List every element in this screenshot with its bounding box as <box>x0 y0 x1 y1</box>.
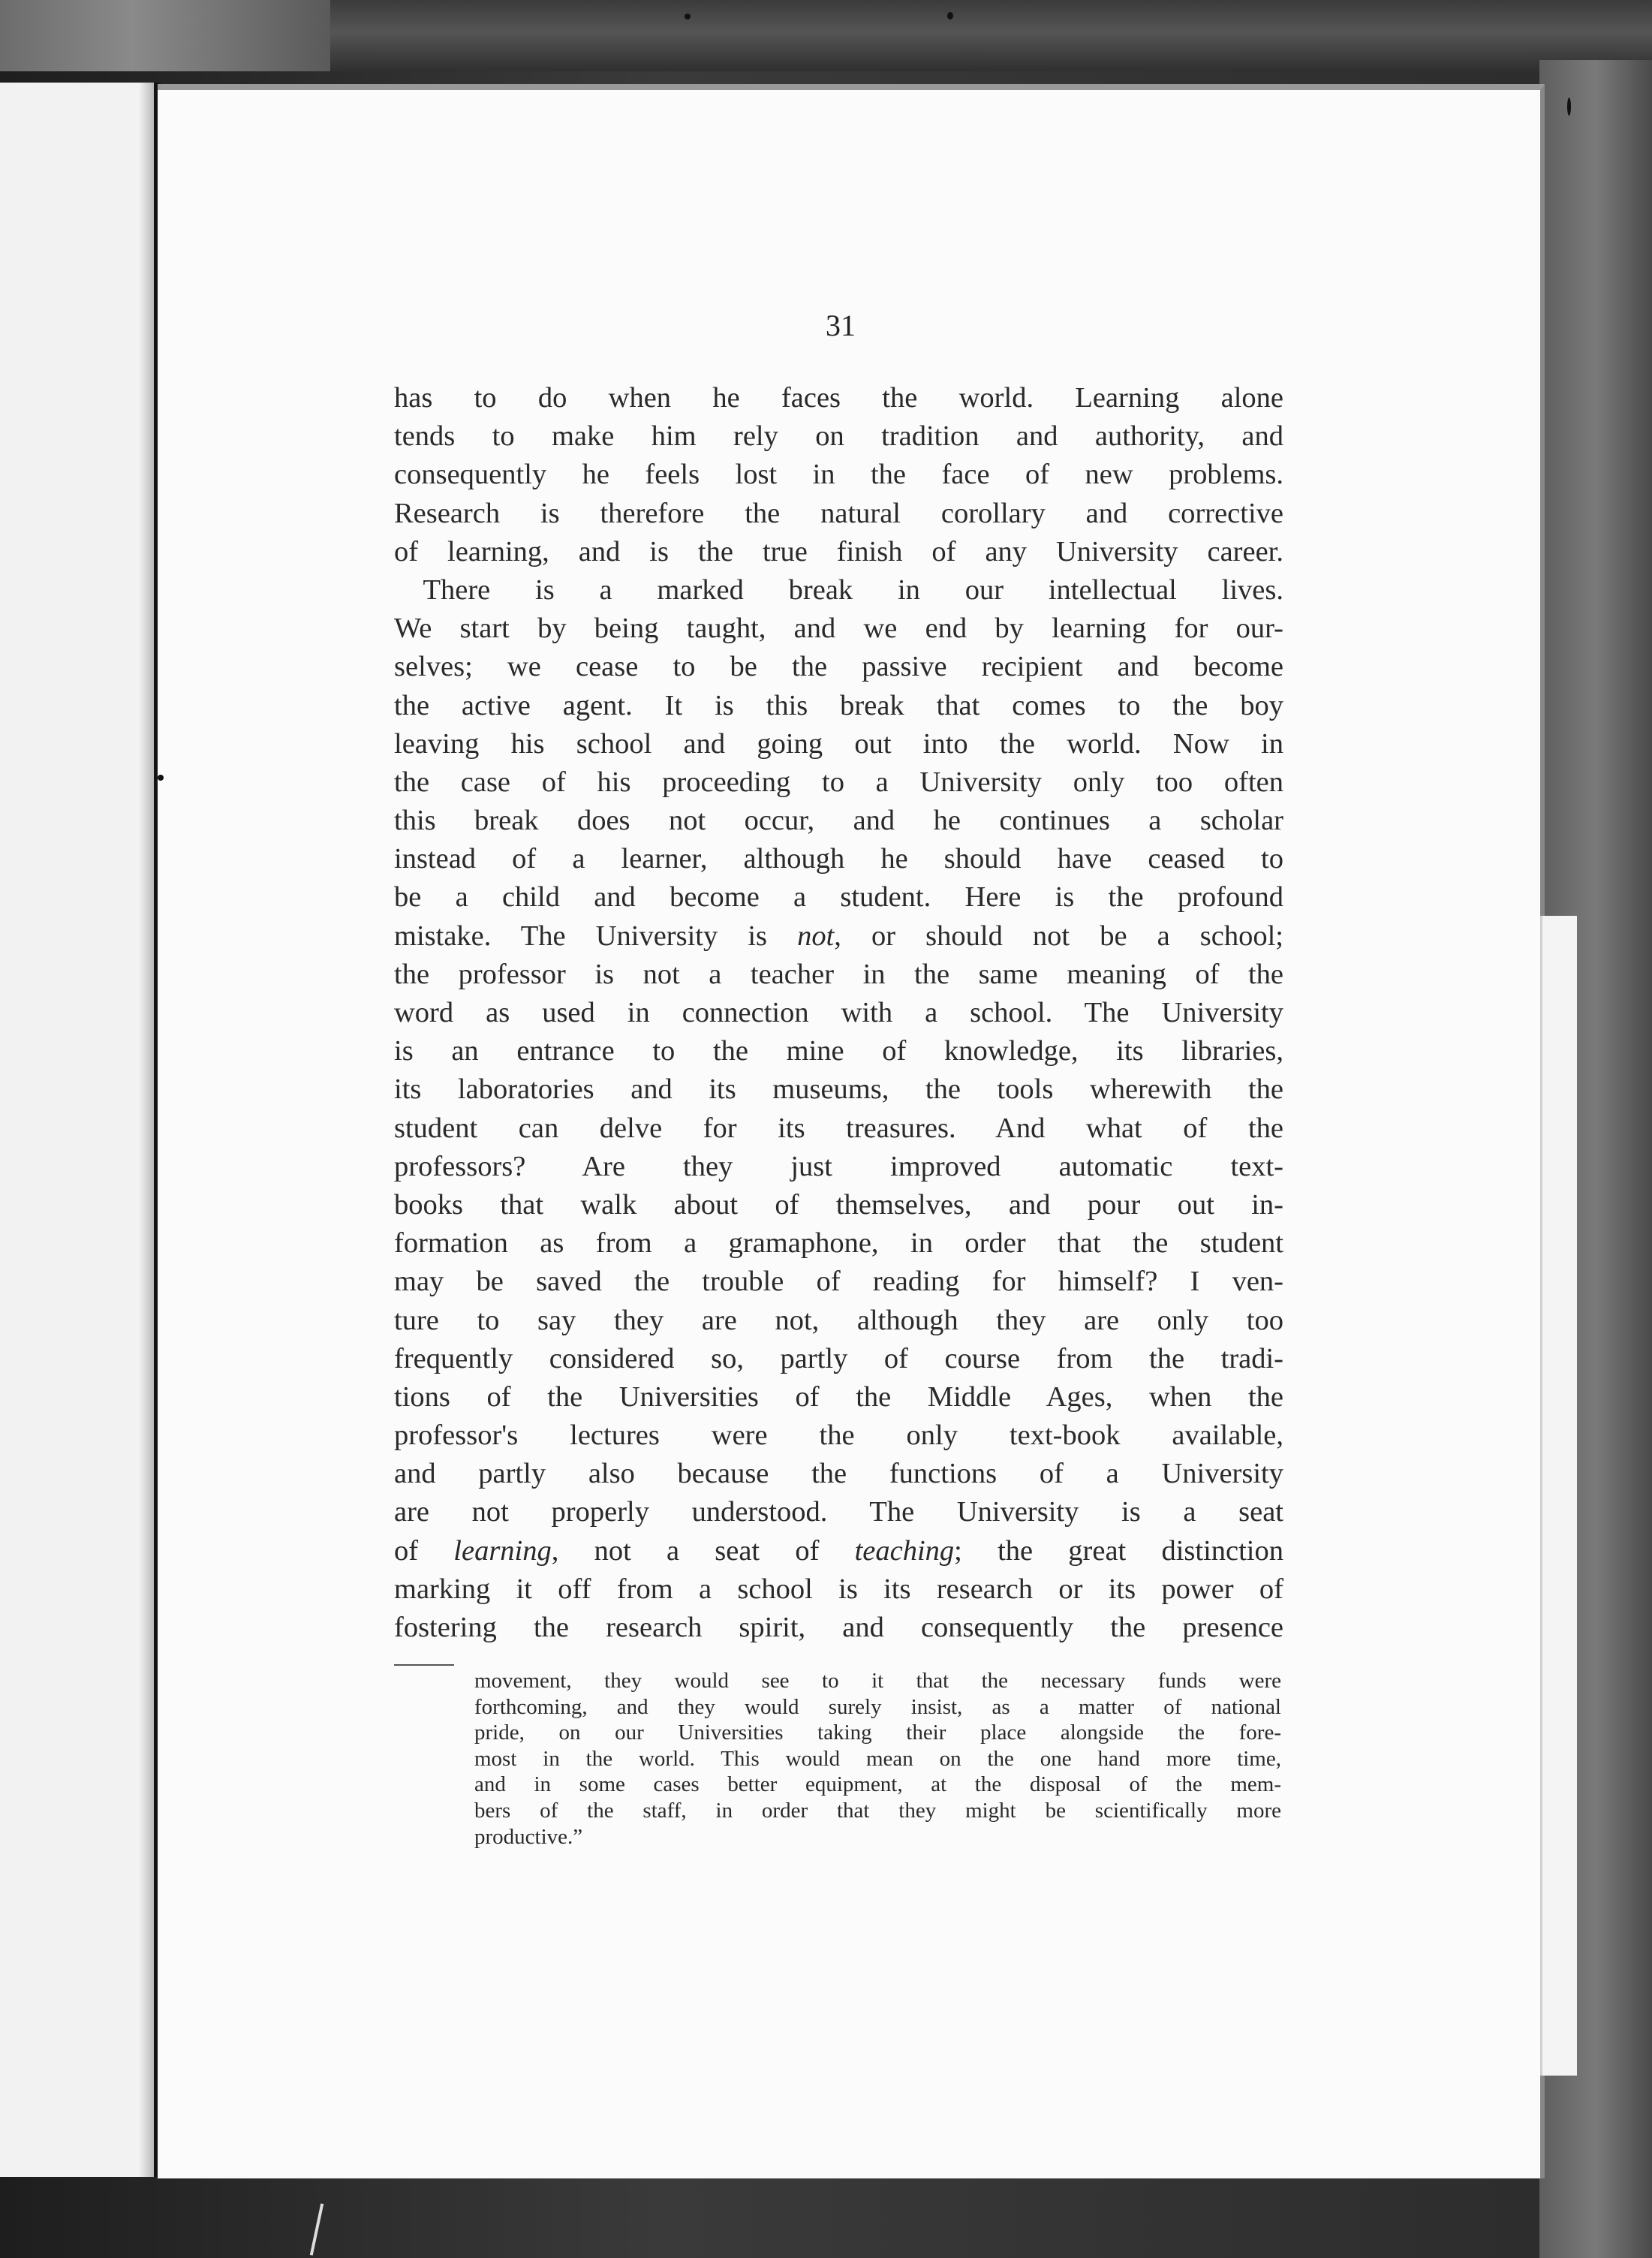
body-line <box>394 456 1283 494</box>
line-text: is an entrance to the mine of knowledge, its libraries, <box>394 1035 1283 1067</box>
line-text: professors? Are they just improved automatic text- <box>394 1150 1283 1182</box>
scan-mark <box>310 2203 323 2255</box>
body-line <box>394 840 1283 878</box>
line-text: , not a seat of <box>551 1534 855 1567</box>
facing-page-edge <box>0 83 158 2177</box>
line-text: We start by being taught, and we end by learning for our- <box>394 613 1283 645</box>
line-text: ; the great distinction <box>954 1534 1283 1567</box>
body-line <box>394 533 1283 571</box>
body-line <box>394 1263 1283 1301</box>
body-line <box>394 763 1283 802</box>
line-text: frequently considered so, partly of course from the tradi- <box>394 1342 1283 1374</box>
body-line <box>394 1302 1283 1340</box>
line-text: leaving his school and going out into the world. Now in <box>394 727 1283 760</box>
body-line <box>394 417 1283 456</box>
body-line <box>394 994 1283 1032</box>
line-text: tions of the Universities of the Middle Ages, when the <box>394 1380 1283 1413</box>
body-line <box>394 1532 1283 1570</box>
footnote-line: forthcoming, and they would surely insist, as a matter of national <box>474 1694 1281 1719</box>
footnote-line: pride, on our Universities taking their place alongside the fore- <box>474 1721 1281 1745</box>
line-text: and partly also because the functions of a University <box>394 1458 1283 1490</box>
book-cover-spine-edge <box>0 0 330 71</box>
line-text: of <box>394 1534 454 1567</box>
line-text: tends to make him rely on tradition and authority, and <box>394 420 1283 453</box>
body-line <box>394 379 1283 417</box>
line-text: mistake. The University is <box>394 920 798 952</box>
body-line <box>394 1417 1283 1455</box>
italic-emphasis: teaching <box>854 1534 955 1567</box>
footnote-line: bers of the staff, in order that they might be scientifically more <box>474 1798 1281 1823</box>
line-text: may be saved the trouble of reading for himself? I ven- <box>394 1266 1283 1298</box>
body-line <box>394 495 1283 533</box>
body-line <box>394 878 1283 917</box>
body-line <box>394 917 1283 956</box>
body-line <box>394 1609 1283 1647</box>
body-line <box>394 1378 1283 1417</box>
line-text: consequently he feels lost in the face of new problems. <box>394 459 1283 491</box>
body-line <box>394 725 1283 763</box>
body-line <box>394 1109 1283 1148</box>
line-text: There is a marked break in our intellectual lives. <box>394 574 1283 606</box>
line-text: of learning, and is the true finish of any University career. <box>394 535 1283 568</box>
page-number: 31 <box>826 309 856 342</box>
line-text: the professor is not a teacher in the same meaning of the <box>394 958 1283 990</box>
body-line <box>394 1224 1283 1263</box>
footnote-rule <box>394 1664 454 1666</box>
line-text: fostering the research spirit, and consequently the presence <box>394 1612 1283 1643</box>
speck-mark <box>685 14 691 20</box>
line-text: its laboratories and its museums, the tools wherewith the <box>394 1073 1283 1106</box>
speck-mark <box>947 12 953 20</box>
body-line <box>394 648 1283 686</box>
line-text: ture to say they are not, although they are only too <box>394 1304 1283 1336</box>
speck-mark <box>1567 98 1571 116</box>
line-text: instead of a learner, although he should have ceased to <box>394 843 1283 875</box>
line-text: books that walk about of themselves, and pour out in- <box>394 1188 1283 1221</box>
body-line <box>394 610 1283 648</box>
line-text: Research is therefore the natural corollary and corrective <box>394 497 1283 529</box>
line-text: this break does not occur, and he continues a scholar <box>394 805 1283 837</box>
page-edge-strip <box>1540 916 1577 2076</box>
footnote-line: productive.” <box>474 1824 583 1849</box>
body-line <box>394 1570 1283 1609</box>
footnote-line: and in some cases better equipment, at the disposal of the mem- <box>474 1772 1281 1797</box>
line-text: selves; we cease to be the passive recipient and become <box>394 651 1283 683</box>
line-text: , or should not be a school; <box>834 920 1284 952</box>
speck-mark <box>158 775 164 781</box>
body-line <box>394 802 1283 840</box>
italic-emphasis: not <box>797 920 835 952</box>
line-text: word as used in connection with a school. The University <box>394 997 1283 1028</box>
body-line <box>394 1455 1283 1493</box>
line-text: has to do when he faces the world. Learning alone <box>394 382 1283 414</box>
footnote-line: most in the world. This would mean on the one hand more time, <box>474 1746 1281 1771</box>
line-text: the case of his proceeding to a University only too often <box>394 766 1283 798</box>
line-text: be a child and become a student. Here is the profound <box>394 881 1283 914</box>
body-line <box>394 956 1283 994</box>
line-text: professor's lectures were the only text-book available, <box>394 1420 1283 1452</box>
line-text: formation as from a gramaphone, in order that the student <box>394 1227 1283 1260</box>
body-text <box>394 379 1283 1647</box>
footnote-line: movement, they would see to it that the necessary funds were <box>474 1669 1281 1693</box>
footnote <box>474 1668 1281 1850</box>
body-line <box>394 1493 1283 1531</box>
line-text: are not properly understood. The University is a seat <box>394 1496 1283 1528</box>
body-line <box>394 1070 1283 1109</box>
body-line <box>394 1148 1283 1186</box>
line-text: the active agent. It is this break that comes to the boy <box>394 689 1283 721</box>
body-line <box>394 1032 1283 1070</box>
body-line <box>394 1186 1283 1224</box>
italic-emphasis: learning <box>453 1534 552 1567</box>
line-text: student can delve for its treasures. And what of the <box>394 1112 1283 1144</box>
body-line <box>394 571 1283 610</box>
line-text: marking it off from a school is its research or its power of <box>394 1573 1283 1605</box>
body-line <box>394 1340 1283 1378</box>
body-line <box>394 687 1283 725</box>
